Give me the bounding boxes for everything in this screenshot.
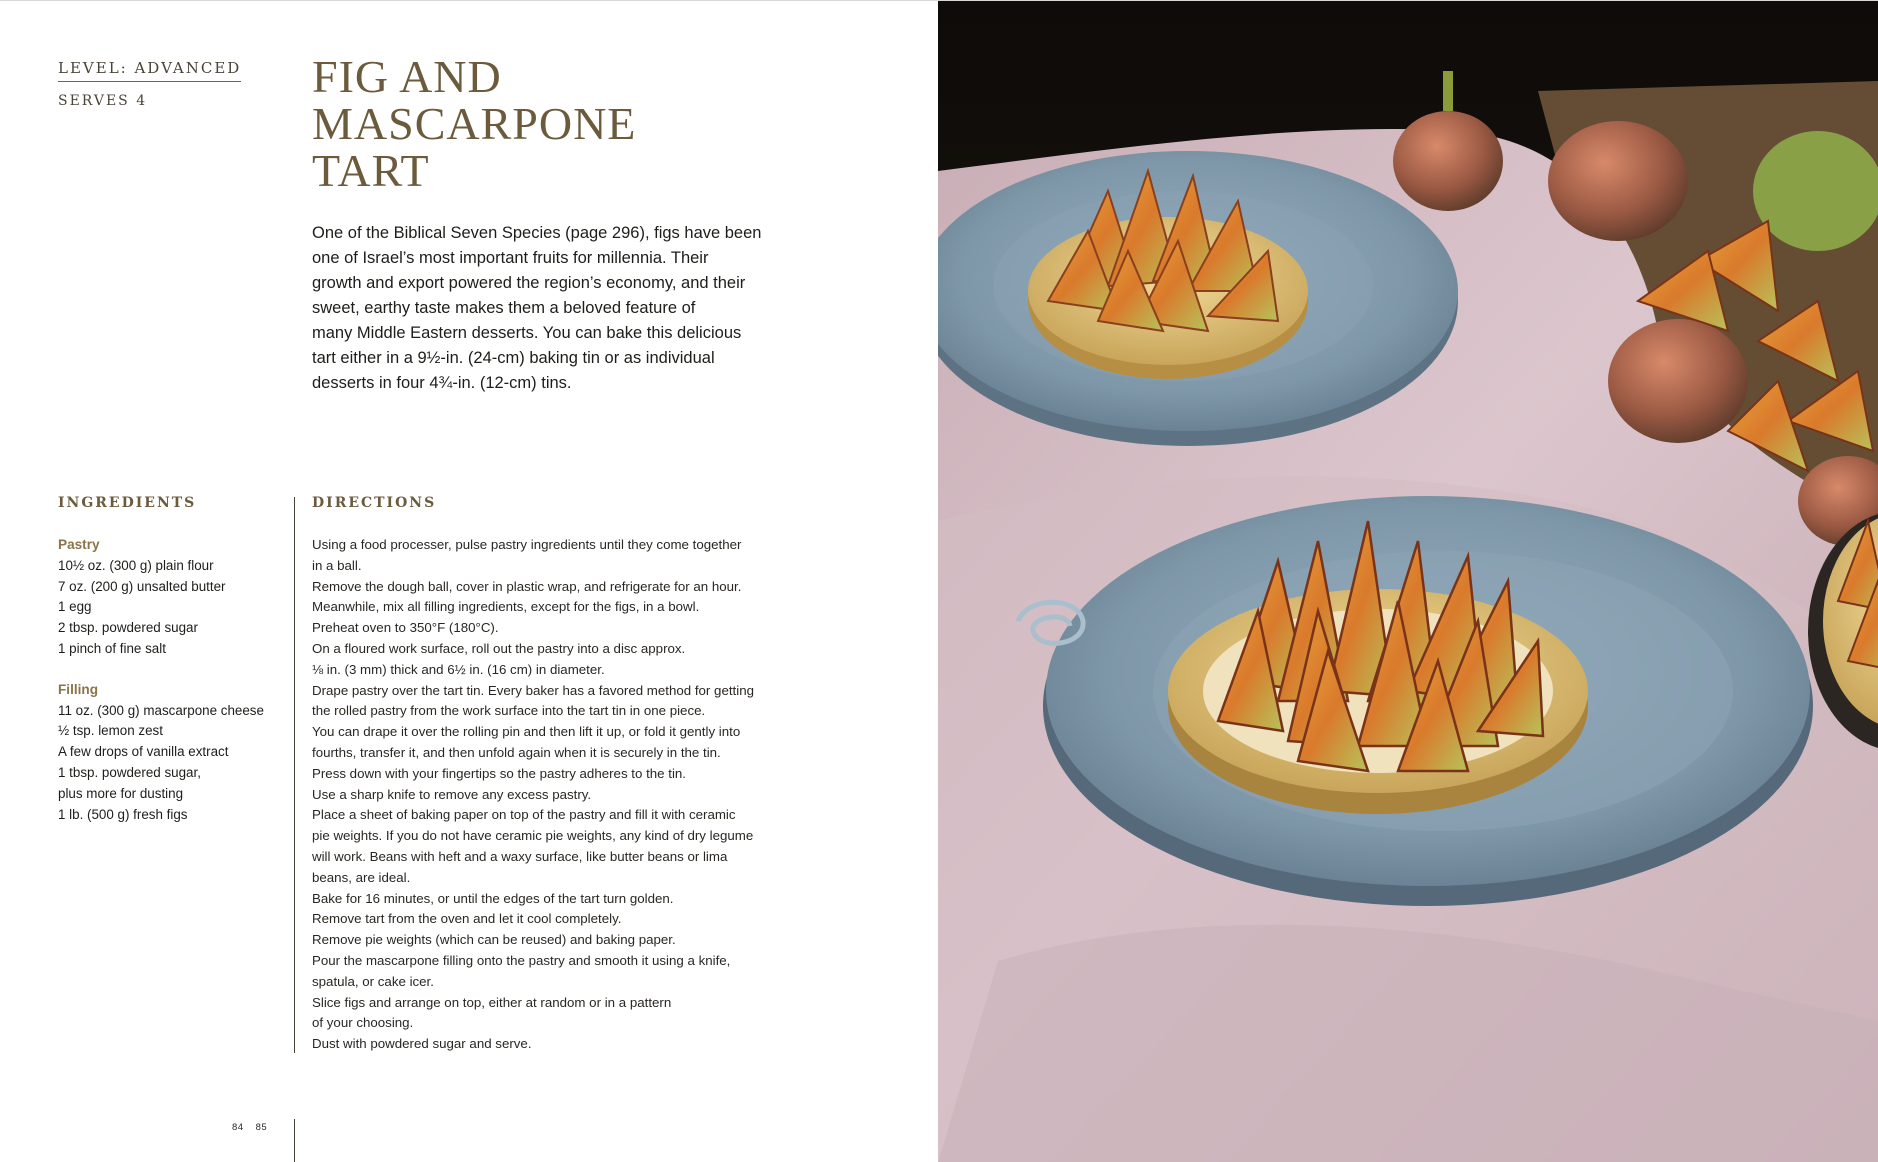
ingredient-item: plus more for dusting xyxy=(58,785,184,801)
direction-line: ⅛ in. (3 mm) thick and 6½ in. (16 cm) in diameter. xyxy=(312,661,605,677)
ingredient-item: A few drops of vanilla extract xyxy=(58,744,229,760)
direction-line: Place a sheet of baking paper on top of the pastry and fill it with ceramic xyxy=(312,807,736,823)
tart-photo xyxy=(938,1,1878,1162)
direction-line: Remove the dough ball, cover in plastic wrap, and refrigerate for an hour. xyxy=(312,578,742,594)
direction-line: in a ball. xyxy=(312,557,362,573)
ingredients-heading: INGREDIENTS xyxy=(58,495,197,511)
ingredient-item: 11 oz. (300 g) mascarpone cheese xyxy=(58,702,264,718)
intro-line: growth and export powered the region’s economy, and their xyxy=(312,274,746,292)
direction-line: the rolled pastry from the work surface into the tart tin in one piece. xyxy=(312,703,706,719)
title-line: MASCARPONE xyxy=(312,98,637,149)
ingredient-item: 1 egg xyxy=(58,599,92,615)
direction-line: Drape pastry over the tart tin. Every baker has a favored method for getting xyxy=(312,682,754,698)
page-numbers xyxy=(232,1122,279,1133)
serving-count: SERVES 4 xyxy=(58,93,148,109)
direction-line: Meanwhile, mix all filling ingredients, except for the figs, in a bowl. xyxy=(312,599,700,615)
direction-line: Use a sharp knife to remove any excess pastry. xyxy=(312,786,592,802)
intro-line: One of the Biblical Seven Species (page 296), figs have been xyxy=(312,224,762,242)
ingredients-list xyxy=(58,535,288,845)
ingredient-item: 2 tbsp. powdered sugar xyxy=(58,620,198,636)
direction-line: Pour the mascarpone filling onto the pastry and smooth it using a knife, xyxy=(312,952,731,968)
ingredient-group-filling xyxy=(58,680,288,826)
intro-line: sweet, earthy taste makes them a beloved feature of xyxy=(312,299,696,317)
intro-line: tart either in a 9½-in. (24-cm) baking tin or as individual xyxy=(312,349,715,367)
title-line: TART xyxy=(312,145,430,196)
direction-line: of your choosing. xyxy=(312,1015,414,1031)
direction-line: Press down with your fingertips so the pastry adheres to the tin. xyxy=(312,765,686,781)
ingredient-group-title: Filling xyxy=(58,681,99,697)
directions-heading: DIRECTIONS xyxy=(312,495,437,511)
direction-line: Remove tart from the oven and let it cool completely. xyxy=(312,911,622,927)
recipe-intro xyxy=(312,221,812,396)
direction-line: spatula, or cake icer. xyxy=(312,973,434,989)
ingredient-item: 1 lb. (500 g) fresh figs xyxy=(58,806,188,822)
direction-line: Dust with powdered sugar and serve. xyxy=(312,1036,532,1052)
ingredient-item: 10½ oz. (300 g) plain flour xyxy=(58,557,214,573)
ingredient-item: 1 tbsp. powdered sugar, xyxy=(58,764,201,780)
ingredient-item: ½ tsp. lemon zest xyxy=(58,723,163,739)
directions-list xyxy=(312,535,812,1055)
tart-photo-illustration xyxy=(938,1,1878,1162)
ingredient-group-title: Pastry xyxy=(58,537,100,552)
recipe-title xyxy=(312,53,772,194)
ingredient-group-pastry xyxy=(58,535,288,660)
direction-line: pie weights. If you do not have ceramic pie weights, any kind of dry legume xyxy=(312,828,754,844)
direction-line: You can drape it over the rolling pin and then lift it up, or fold it gently into xyxy=(312,724,741,740)
page-number-right: 85 xyxy=(255,1122,268,1133)
direction-line: On a floured work surface, roll out the pastry into a disc approx. xyxy=(312,640,686,656)
direction-line: Using a food processer, pulse pastry ingredients until they come together xyxy=(312,537,742,552)
direction-line: fourths, transfer it, and then unfold again when it is securely in the tin. xyxy=(312,744,721,760)
intro-line: desserts in four 4¾-in. (12-cm) tins. xyxy=(312,374,572,392)
page-number-left: 84 xyxy=(232,1122,244,1133)
intro-line: one of Israel’s most important fruits for millennia. Their xyxy=(312,249,709,267)
direction-line: Slice figs and arrange on top, either at random or in a pattern xyxy=(312,994,672,1010)
direction-line: will work. Beans with heft and a waxy surface, like butter beans or lima xyxy=(312,848,728,864)
ingredient-item: 1 pinch of fine salt xyxy=(58,640,166,656)
difficulty-level: LEVEL: ADVANCED xyxy=(58,59,241,82)
direction-line: beans, are ideal. xyxy=(312,869,411,885)
gutter-divider xyxy=(294,1119,295,1162)
direction-line: Bake for 16 minutes, or until the edges of the tart turn golden. xyxy=(312,890,674,906)
intro-line: many Middle Eastern desserts. You can bake this delicious xyxy=(312,324,742,342)
direction-line: Preheat oven to 350°F (180°C). xyxy=(312,620,499,636)
ingredient-item: 7 oz. (200 g) unsalted butter xyxy=(58,578,226,594)
recipe-page xyxy=(0,1,938,1162)
title-line: FIG AND xyxy=(312,51,502,102)
column-divider xyxy=(294,497,295,1053)
direction-line: Remove pie weights (which can be reused) and baking paper. xyxy=(312,932,676,948)
